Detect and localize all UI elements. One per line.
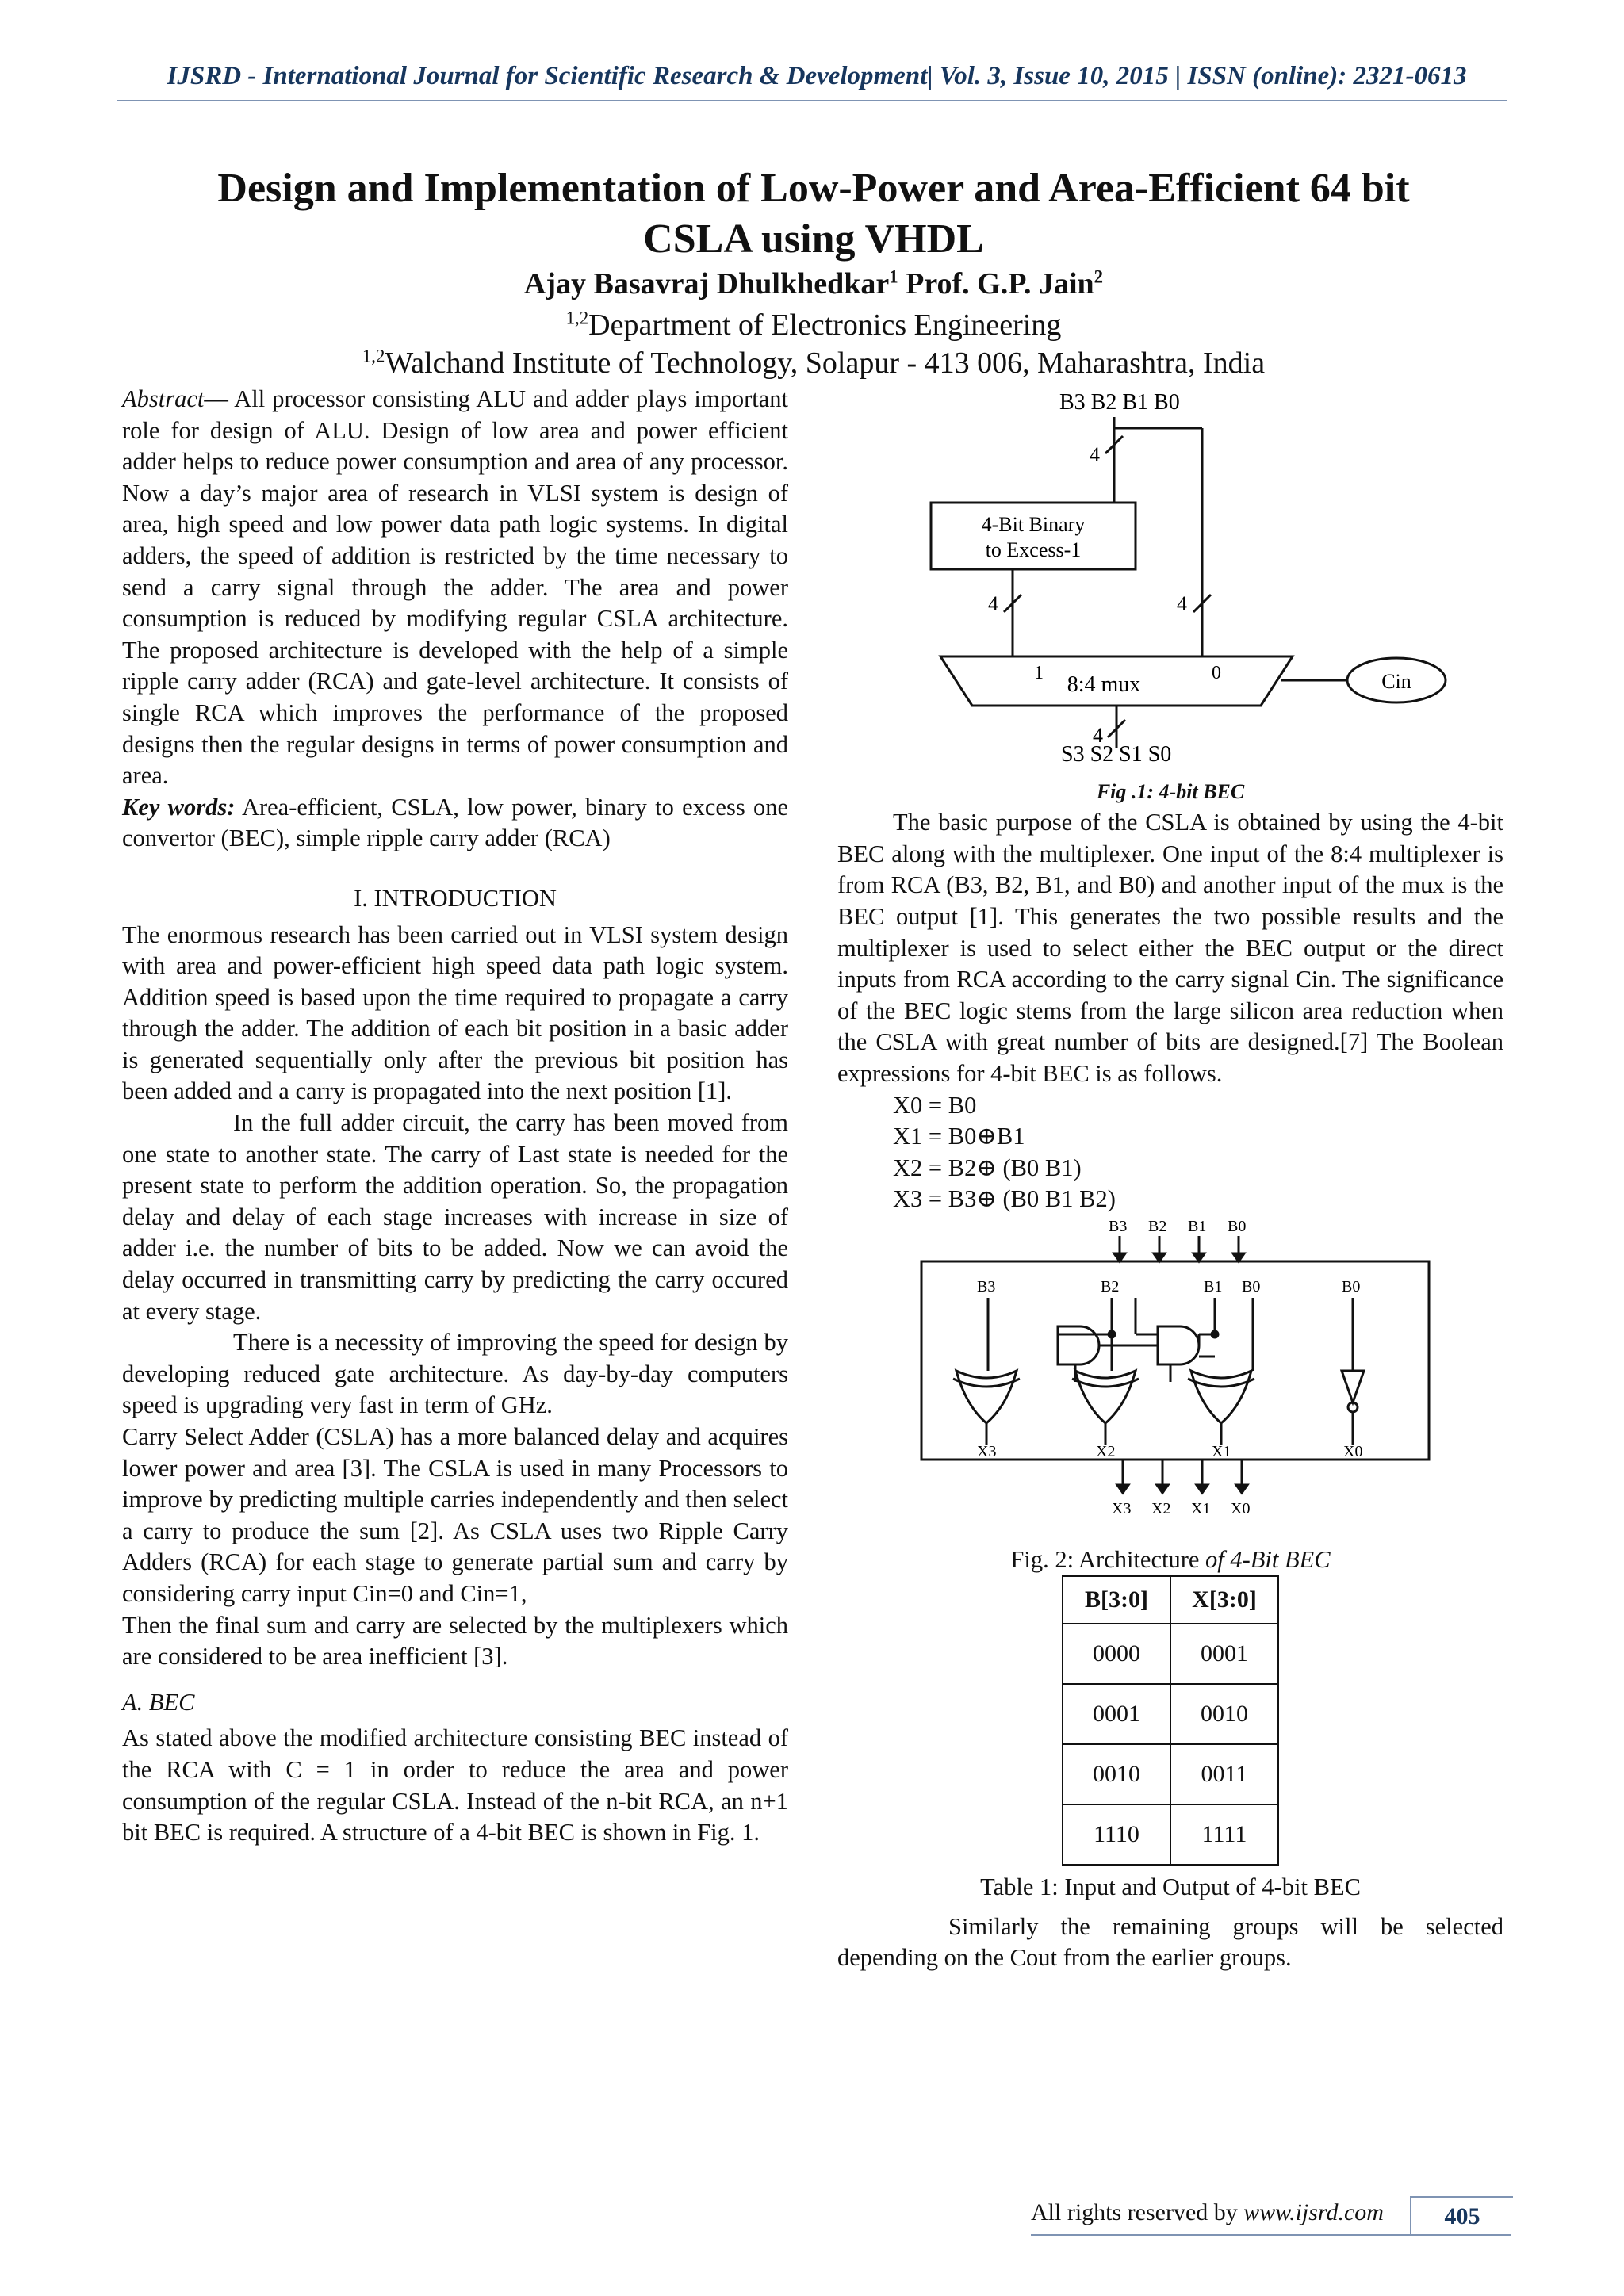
fig2-inner-output-x2: X2 (1096, 1442, 1116, 1460)
fig1-bus-width-in: 4 (1090, 443, 1100, 466)
affiliation-2-text: Walchand Institute of Technology, Solapur - 413 006, Maharashtra, India (385, 346, 1266, 380)
paper-title (119, 163, 1508, 265)
footer-url-link[interactable]: www.ijsrd.com (1243, 2199, 1384, 2225)
abstract-label: Abstract (122, 385, 205, 412)
page-number: 405 (1410, 2196, 1513, 2236)
fig2-top-input-b0: B0 (1228, 1217, 1247, 1235)
footer-rights (1031, 2199, 1384, 2226)
fig2-bec-architecture (837, 1215, 1503, 1548)
fig2-top-input-b2: B2 (1148, 1217, 1167, 1235)
author-1-sup: 1 (889, 266, 898, 287)
table-header-b: B[3:0] (1063, 1576, 1170, 1624)
fig2-inner-label-b1: B1 (1204, 1277, 1223, 1295)
affiliation-1-text: Department of Electronics Engineering (588, 308, 1062, 342)
fig1-bus-width-out: 4 (1093, 724, 1103, 747)
keywords (122, 792, 788, 855)
header-rule (117, 100, 1507, 101)
equation-x3: X3 = B3⊕ (B0 B1 B2) (893, 1185, 1116, 1213)
affiliation-1-sup: 1,2 (565, 308, 589, 328)
fig2-caption (837, 1544, 1503, 1576)
author-1: Ajay Basavraj Dhulkhedkar (523, 267, 890, 300)
intro-paragraph-4: Carry Select Adder (CSLA) has a more balanced delay and acquires lower power and area [3]. The CSLA is used in many Processors to improve by predicting multiple carries independently and then select a carry to produce the sum [2]. As CSLA uses two Ripple Carry Adders (RCA) for each stage to generate partial sum and carry by considering carry input Cin=0 and Cin=1, (122, 1423, 788, 1607)
table-cell: 0010 (1170, 1684, 1278, 1744)
abstract-text: — All processor consisting ALU and adder plays important role for design of ALU. Design of low area and power efficient adder helps to reduce power consumption and area of any processor. Now a day’s major area of research in VLSI system is design of area, high speed and low power data path logic systems. In digital adders, the speed of addition is restricted by the time necessary to send a carry signal through the adder. The area and power consumption is reduced by modifying regular CSLA architecture. The proposed architecture is developed with the help of a simple ripple carry adder (RCA) and gate-level architecture. It consists of single RCA which improves the performance of the proposed designs then the regular designs in terms of power consumption and area. (122, 385, 788, 790)
fig1-bus-width-right: 4 (1177, 592, 1187, 615)
intro-paragraph-2: In the full adder circuit, the carry has been moved from one state to another state. The carry of Last state is needed for the present state to perform the addition operation. So, the propagation delay and delay of each stage increases with increase in size of adder i.e. the number of bits to be added. Now we can avoid the delay occurred in transmitting carry by predicting the carry occured at every stage. (122, 1109, 788, 1325)
fig1-inputs-label: B3 B2 B1 B0 (1059, 390, 1180, 415)
bec-truth-table (1062, 1575, 1279, 1866)
equation-x2: X2 = B2⊕ (B0 B1) (893, 1154, 1082, 1181)
fig2-inner-output-x1: X1 (1212, 1442, 1231, 1460)
table-row (1063, 1804, 1278, 1865)
right-paragraph-2: Similarly the remaining groups will be selected depending on the Cout from the earlier groups. (837, 1912, 1503, 1972)
fig2-bottom-output-x1: X1 (1191, 1499, 1211, 1517)
affiliation-2 (119, 346, 1508, 381)
fig1-outputs-label: S3 S2 S1 S0 (1061, 742, 1172, 764)
fig2-bottom-output-x3: X3 (1112, 1499, 1132, 1517)
running-head: IJSRD - International Journal for Scientific Research & Development| Vol. 3, Issue 10, 2015 | ISSN (online): 2321-0613 (167, 62, 1467, 90)
left-column (122, 384, 788, 1849)
table-row (1063, 1684, 1278, 1744)
table-cell: 0001 (1063, 1684, 1170, 1744)
fig2-bottom-output-x0: X0 (1231, 1499, 1251, 1517)
fig2-inner-label-b0: B0 (1242, 1277, 1261, 1295)
fig1-bus-width-left: 4 (988, 592, 998, 615)
subsection-heading-bec: A. BEC (122, 1688, 195, 1716)
bec-paragraph-1: As stated above the modified architecture consisting BEC instead of the RCA with C = 1 in order to reduce the area and power consumption of the regular CSLA. Instead of the n-bit RCA, an n+1 bit BEC is required. A structure of a 4-bit BEC is shown in Fig. 1. (122, 1724, 788, 1846)
section-heading-introduction: I. INTRODUCTION (354, 884, 557, 912)
intro-paragraph-5: Then the final sum and carry are selected by the multiplexers which are considered to be area inefficient [3]. (122, 1611, 788, 1670)
table-cell: 1110 (1063, 1804, 1170, 1865)
table-header-x: X[3:0] (1170, 1576, 1278, 1624)
fig1-mux-label: 8:4 mux (1067, 672, 1141, 697)
fig2-inner-output-x3: X3 (977, 1442, 997, 1460)
author-2: Prof. G.P. Jain (906, 267, 1094, 300)
fig1-mux-input-0: 0 (1212, 663, 1221, 683)
table-cell: 0010 (1063, 1744, 1170, 1804)
table-row (1063, 1624, 1278, 1684)
fig2-inner-label-b3: B3 (977, 1277, 996, 1295)
intro-paragraph-3: There is a necessity of improving the speed for design by developing reduced gate architecture. As day-by-day computers speed is upgrading very fast in term of GHz. (122, 1329, 788, 1419)
equation-x1: X1 = B0⊕B1 (893, 1123, 1025, 1150)
table1-caption: Table 1: Input and Output of 4-bit BEC (980, 1873, 1361, 1901)
fig2-caption-b: of 4-Bit BEC (1205, 1545, 1331, 1573)
fig2-inner-output-x0: X0 (1343, 1442, 1363, 1460)
fig2-top-input-b3: B3 (1109, 1217, 1128, 1235)
table-cell: 1111 (1170, 1804, 1278, 1865)
table-cell: 0001 (1170, 1624, 1278, 1684)
keywords-label: Key words: (122, 793, 236, 821)
fig1-mux-input-1: 1 (1034, 663, 1044, 683)
title-line-2: CSLA using VHDL (643, 216, 984, 262)
fig1-bec-diagram (837, 384, 1503, 764)
footer-rule (1031, 2234, 1511, 2236)
fig2-top-input-b1: B1 (1188, 1217, 1207, 1235)
fig1-cin-label: Cin (1381, 670, 1411, 693)
affiliation-2-sup: 1,2 (362, 346, 385, 366)
footer-rights-text: All rights reserved by (1031, 2199, 1244, 2225)
fig1-block-label-2: to Excess-1 (985, 538, 1082, 561)
table-cell: 0000 (1063, 1624, 1170, 1684)
keywords-text: Area-efficient, CSLA, low power, binary to excess one convertor (BEC), simple ripple carry adder (RCA) (122, 793, 788, 852)
fig2-inner-label-b2: B2 (1101, 1277, 1120, 1295)
table-header-row (1063, 1576, 1278, 1624)
abstract (122, 384, 788, 792)
fig2-inner-label-b0-inv: B0 (1342, 1277, 1361, 1295)
intro-paragraph-1: The enormous research has been carried out in VLSI system design with area and power-efficient high speed data path logic system. Addition speed is based upon the time required to propagate a carry through the adder. The addition of each bit position in a basic adder is generated sequentially only after the previous bit position has been added and a carry is propagated into the next position [1]. (122, 920, 788, 1105)
equation-x0: X0 = B0 (893, 1091, 977, 1119)
table-cell: 0011 (1170, 1744, 1278, 1804)
fig2-bottom-output-x2: X2 (1151, 1499, 1171, 1517)
right-paragraph-1: The basic purpose of the CSLA is obtained by using the 4-bit BEC along with the multiplexer. One input of the 8:4 multiplexer is from RCA (B3, B2, B1, and B0) and another input of the mux is the BEC output [1]. This generates the two possible results and the multiplexer is used to select either the BEC output or the direct inputs from RCA according to the carry signal Cin. The significance of the BEC logic stems from the large silicon area reduction when the CSLA with great number of bits are designed.[7] The Boolean expressions for 4-bit BEC is as follows. (837, 809, 1503, 1087)
fig1-caption: Fig .1: 4-bit BEC (1096, 779, 1245, 803)
author-line (119, 266, 1508, 301)
right-column (837, 384, 1503, 1974)
author-2-sup: 2 (1094, 266, 1104, 287)
title-line-1: Design and Implementation of Low-Power and Area-Efficient 64 bit (217, 166, 1410, 211)
fig1-block-label-1: 4-Bit Binary (981, 513, 1086, 536)
fig2-caption-a: Fig. 2: Architecture (1010, 1545, 1206, 1573)
affiliation-1 (119, 308, 1508, 342)
table-row (1063, 1744, 1278, 1804)
